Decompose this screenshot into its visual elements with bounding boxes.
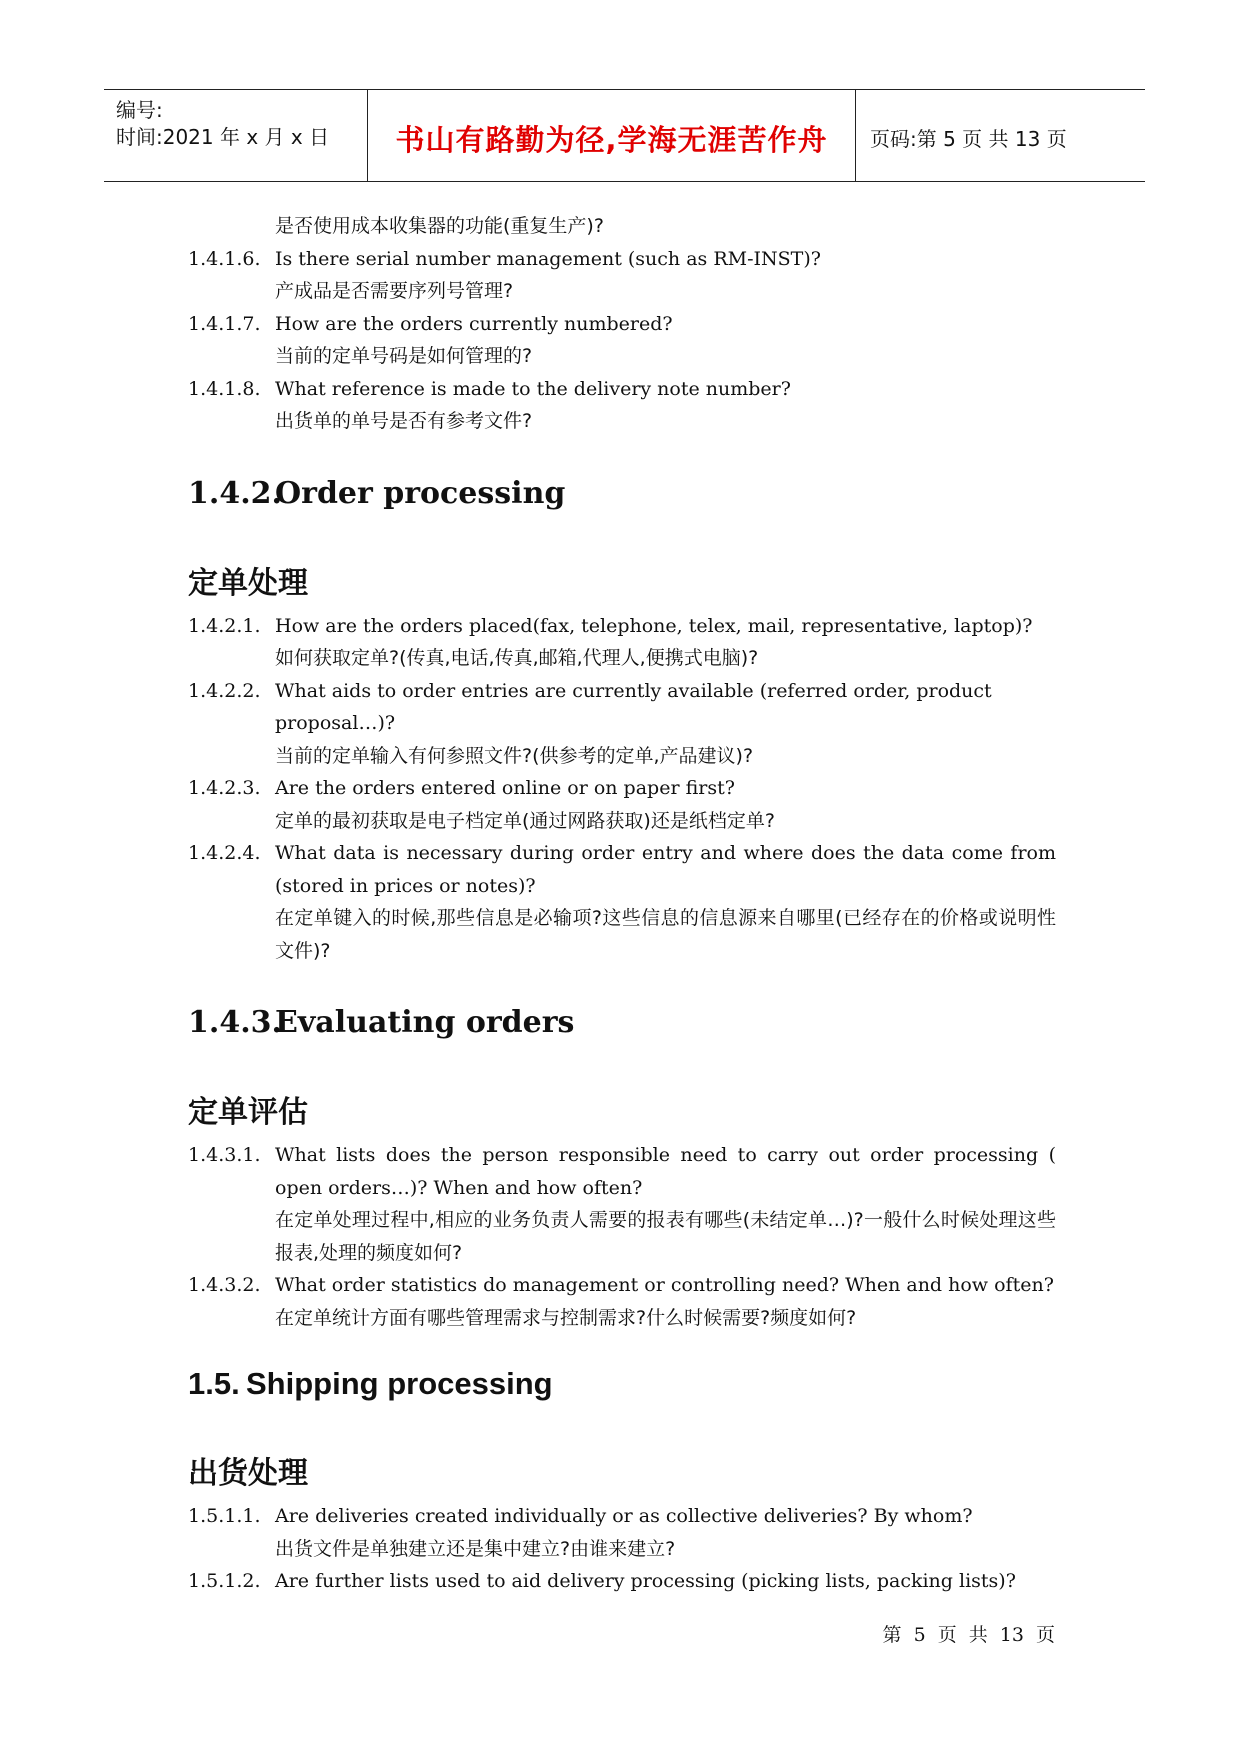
item-number: 1.4.2.1. <box>188 614 261 637</box>
item-chinese: 出货单的单号是否有参考文件? <box>275 410 533 432</box>
item-english: Are the orders entered online or on paper first? <box>275 777 735 799</box>
item-english: What order statistics do management or controlling need? When and how often? <box>275 1274 1054 1296</box>
item-number: 1.4.1.7. <box>188 312 261 335</box>
item-chinese: 当前的定单号码是如何管理的? <box>275 345 533 367</box>
question-item <box>188 675 1056 773</box>
header-meta-cell <box>104 90 368 181</box>
section-number: 1.5. <box>188 1366 240 1401</box>
item-english: How are the orders placed(fax, telephone, telex, mail, representative, laptop)? <box>275 614 1033 637</box>
section-title: Shipping processing <box>246 1366 553 1401</box>
item-chinese: 在定单处理过程中,相应的业务负责人需要的报表有哪些(未结定单…)?一般什么时候处理这些报表,处理的频度如何? <box>275 1209 1056 1264</box>
page-header <box>104 89 1145 182</box>
section-number: 1.4.2. <box>188 475 282 511</box>
header-motto-cell <box>368 90 856 181</box>
item-english: What lists does the person responsible need to carry out order processing ( open orders…)? When and how often? <box>275 1144 1056 1199</box>
item-number: 1.4.1.6. <box>188 247 261 270</box>
item-chinese: 如何获取定单?(传真,电话,传真,邮箱,代理人,便携式电脑)? <box>275 647 759 669</box>
item-english: What aids to order entries are currently available (referred order, product proposal…)? <box>275 679 992 734</box>
header-page-cell <box>856 90 1145 181</box>
header-page-info: 页码:第 5 页 共 13 页 <box>870 127 1067 151</box>
item-english: What reference is made to the delivery note number? <box>275 377 791 400</box>
header-motto: 书山有路勤为径,学海无涯苦作舟 <box>395 123 828 157</box>
item-number: 1.5.1.1. <box>188 1505 261 1527</box>
item-number: 1.4.2.2. <box>188 679 261 702</box>
item-english: What data is necessary during order entry and where does the data come from (stored in prices or notes)? <box>275 842 1056 897</box>
item-number: 1.4.2.4. <box>188 842 261 864</box>
question-item <box>188 772 1056 837</box>
document-number-label: 编号: <box>116 98 163 122</box>
section-number: 1.4.3. <box>188 1005 282 1040</box>
item-chinese: 定单的最初获取是电子档定单(通过网路获取)还是纸档定单? <box>275 809 775 832</box>
document-body <box>188 210 1056 1598</box>
item-chinese: 在定单统计方面有哪些管理需求与控制需求?什么时候需要?频度如何? <box>275 1306 857 1329</box>
question-item <box>188 1500 1056 1565</box>
section-heading-chinese: 定单评估 <box>188 1095 308 1130</box>
item-number: 1.4.3.2. <box>188 1274 261 1296</box>
question-item <box>188 243 1056 308</box>
item-chinese: 出货文件是单独建立还是集中建立?由谁来建立? <box>275 1537 676 1560</box>
section-heading <box>188 1364 1056 1404</box>
item-chinese: 在定单键入的时候,那些信息是必输项?这些信息的信息源来自哪里(已经存在的价格或说明性文件)? <box>275 907 1056 962</box>
section-heading <box>188 1003 1056 1043</box>
item-number: 1.4.2.3. <box>188 777 261 799</box>
question-item <box>188 373 1056 438</box>
item-number: 1.4.3.1. <box>188 1144 261 1166</box>
section-heading-chinese: 出货处理 <box>188 1456 308 1491</box>
document-time-label: 时间:2021 年 x 月 x 日 <box>116 125 330 149</box>
section-title: Evaluating orders <box>275 1005 575 1040</box>
item-chinese: 当前的定单输入有何参照文件?(供参考的定单,产品建议)? <box>275 744 754 767</box>
question-item <box>188 1269 1056 1334</box>
question-item <box>188 1139 1056 1269</box>
continuation-line: 是否使用成本收集器的功能(重复生产)? <box>275 215 604 237</box>
question-item <box>188 308 1056 373</box>
question-item <box>188 1565 1056 1598</box>
page-footer: 第 5 页 共 13 页 <box>882 1624 1055 1646</box>
item-number: 1.4.1.8. <box>188 377 261 400</box>
section-title: Order processing <box>275 475 566 511</box>
item-english: Are deliveries created individually or as collective deliveries? By whom? <box>275 1505 973 1527</box>
item-english: Are further lists used to aid delivery processing (picking lists, packing lists)? <box>275 1570 1016 1592</box>
item-english: How are the orders currently numbered? <box>275 312 673 335</box>
section-heading-chinese: 定单处理 <box>188 565 308 601</box>
question-item <box>188 610 1056 675</box>
question-item <box>188 837 1056 967</box>
section-heading <box>188 474 1056 514</box>
item-number: 1.5.1.2. <box>188 1570 261 1592</box>
item-english: Is there serial number management (such as RM-INST)? <box>275 247 821 270</box>
item-chinese: 产成品是否需要序列号管理? <box>275 280 514 302</box>
